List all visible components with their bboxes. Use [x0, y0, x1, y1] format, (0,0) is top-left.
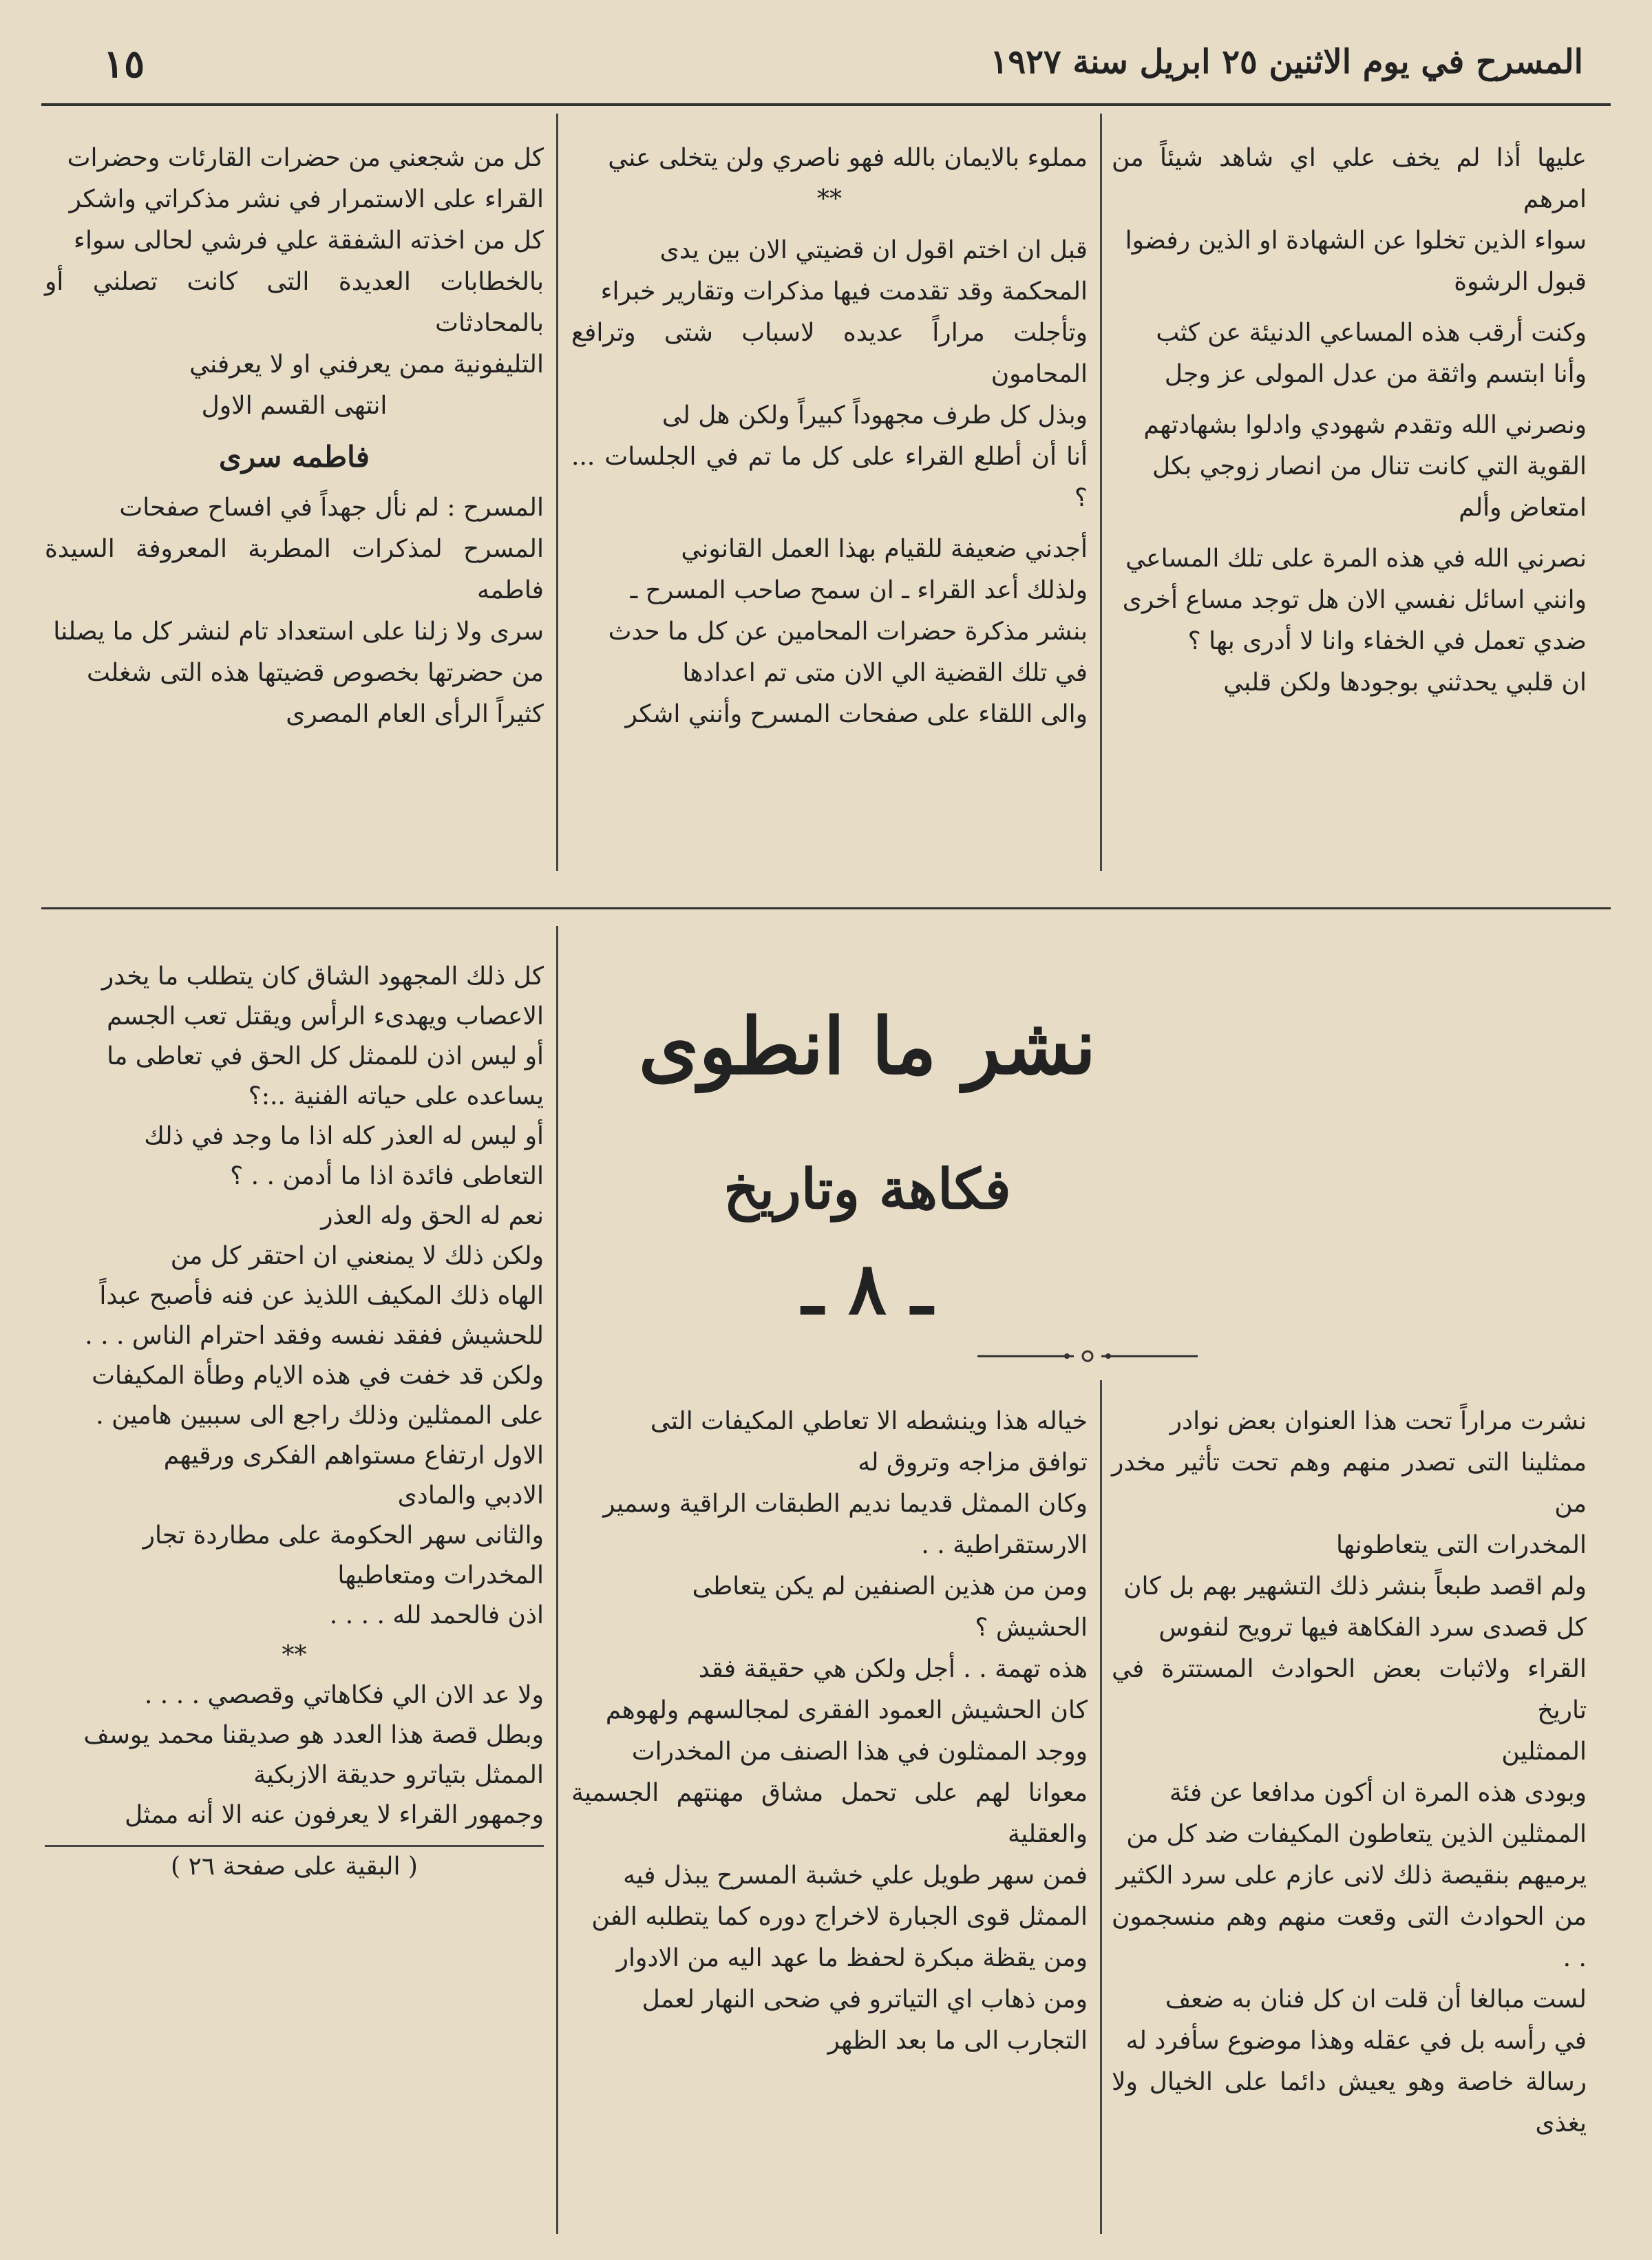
text-line: القوية التي كانت تنال من انصار زوجي بكل [1152, 452, 1587, 480]
text-line: بنشر مذكرة حضرات المحامين عن كل ما حدث [608, 617, 1088, 646]
text-line: وبطل قصة هذا العدد هو صديقنا محمد يوسف [83, 1721, 544, 1749]
text-line: ولكن قد خفت في هذه الايام وطأة المكيفات [92, 1362, 544, 1390]
text-line: الارستقراطية . . [921, 1531, 1088, 1559]
ornament-stars: *‏* [817, 185, 842, 213]
text-line: والثانى سهر الحكومة على مطاردة تجار [142, 1521, 544, 1550]
article-divider-right [1100, 1380, 1102, 2234]
text-line: الحشيش ؟ [975, 1614, 1088, 1642]
top-column-middle [571, 138, 1088, 735]
page-header [41, 34, 1611, 103]
text-line: هذه تهمة . . أجل ولكن هي حقيقة فقد [698, 1655, 1088, 1683]
text-line: الممثل قوى الجبارة لاخراج دوره كما يتطلبه الفن [591, 1903, 1088, 1931]
ornament-stars: *‏* [282, 1641, 307, 1669]
article-divider-left [556, 926, 558, 2234]
author-signature: فاطمه سرى [219, 440, 370, 474]
top-column-right [1112, 138, 1587, 704]
text-line: الادبي والمادى [397, 1481, 544, 1510]
text-line: والى اللقاء على صفحات المسرح وأنني اشكر [625, 700, 1088, 728]
text-line: بالخطابات العديدة التى كانت تصلني أو بالمحادثات [45, 268, 544, 337]
text-line: القراء ولاثبات بعض الحوادث المستترة في تاريخ [1112, 1655, 1587, 1724]
section-end-note: انتهى القسم الاول [201, 392, 388, 420]
text-line: المخدرات التى يتعاطونها [1336, 1531, 1587, 1559]
article-column-right [1112, 1401, 1587, 2144]
text-line: ووجد الممثلون في هذا الصنف من المخدرات [631, 1738, 1088, 1766]
text-line: كان الحشيش العمود الفقرى لمجالسهم ولهوهم [605, 1696, 1088, 1724]
text-line: مملوء بالايمان بالله فهو ناصري ولن يتخلى عني [608, 144, 1088, 172]
text-line: وانني اسائل نفسي الان هل توجد مساع أخرى [1122, 586, 1587, 614]
text-line: التجارب الى ما بعد الظهر [827, 2027, 1088, 2055]
text-line: ولا عد الان الي فكاهاتي وقصصي . . . . [144, 1681, 544, 1709]
text-line: الممثل بتياترو حديقة الازبكية [253, 1761, 544, 1789]
text-line: رسالة خاصة وهو يعيش دائما على الخيال ولا يغذى [1112, 2068, 1587, 2137]
text-line: الممثلين الذين يتعاطون المكيفات ضد كل من [1126, 1820, 1587, 1848]
text-line: كل من اخذته الشفقة علي فرشي لحالى سواء [74, 226, 544, 255]
text-line: قبل ان اختم اقول ان قضيتي الان بين يدى [659, 236, 1088, 264]
continued-note: ( البقية على صفحة ٢٦ ) [45, 1845, 544, 1887]
text-line: ولم اقصد طبعاً بنشر ذلك التشهير بهم بل كان [1123, 1572, 1587, 1601]
article-subtitle: فكاهة وتاريخ [723, 1157, 1011, 1221]
text-line: وجمهور القراء لا يعرفون عنه الا أنه ممثل [125, 1801, 544, 1829]
text-line: في تلك القضية الي الان متى تم اعدادها [682, 659, 1088, 687]
text-line: فمن سهر طويل علي خشبة المسرح يبذل فيه [623, 1861, 1088, 1890]
text-line: الهاه ذلك المكيف اللذيذ عن فنه فأصبح عبداً [99, 1282, 544, 1310]
text-line: ان قلبي يحدثني بوجودها ولكن قلبي [1223, 668, 1587, 697]
text-line: عليها أذا لم يخف علي اي شاهد شيئاً من امرهم [1112, 144, 1587, 213]
text-line: كل من شجعني من حضرات القارئات وحضرات [67, 144, 544, 172]
text-line: وكان الممثل قديما نديم الطبقات الراقية وسمير [603, 1490, 1088, 1518]
text-line: وبودى هذه المرة ان أكون مدافعا عن فئة [1169, 1779, 1587, 1807]
text-line: المسرح : لم نأل جهداً في افساح صفحات [119, 494, 544, 522]
text-line: المحكمة وقد تقدمت فيها مذكرات وتقارير خبراء [600, 277, 1088, 306]
text-line: ونصرني الله وتقدم شهودي وادلوا بشهادتهم [1143, 411, 1587, 439]
text-line: يرميهم بنقيصة ذلك لانى عازم على سرد الكثير [1116, 1861, 1587, 1890]
text-line: سواء الذين تخلوا عن الشهادة او الذين رفضوا [1125, 226, 1587, 255]
top-column-divider-right [1100, 114, 1102, 871]
text-line: ضدي تعمل في الخفاء وانا لا أدرى بها ؟ [1187, 627, 1587, 655]
text-line: وبذل كل طرف مجهوداً كبيراً ولكن هل لى [661, 401, 1088, 430]
text-line: كل ذلك المجهود الشاق كان يتطلب ما يخدر [101, 962, 544, 991]
top-column-divider-left [556, 114, 558, 871]
text-line: ولكن ذلك لا يمنعني ان احتقر كل من [170, 1242, 544, 1270]
top-column-left [45, 138, 544, 735]
ornament-divider [971, 1346, 1205, 1366]
header-title: المسرح في يوم الاثنين ٢٥ ابريل سنة ١٩٢٧ [990, 43, 1583, 81]
article-number: ـ ٨ ـ [802, 1246, 933, 1331]
text-line: ومن ذهاب اي التياترو في ضحى النهار لعمل [642, 1985, 1088, 2014]
text-line: معوانا لهم على تحمل مشاق مهنتهم الجسمية والعقلية [571, 1779, 1088, 1848]
text-line: وكنت أرقب هذه المساعي الدنيئة عن كثب [1156, 319, 1587, 347]
text-line: سرى ولا زلنا على استعداد تام لنشر كل ما يصلنا [53, 617, 544, 646]
text-line: أنا أن أطلع القراء على كل ما تم في الجلسات ... ؟ [571, 443, 1088, 512]
text-line: الاعصاب ويهدىء الرأس ويقتل تعب الجسم [107, 1002, 544, 1031]
text-line: كل قصدى سرد الفكاهة فيها ترويح لنفوس [1158, 1614, 1587, 1642]
text-line: القراء على الاستمرار في نشر مذكراتي واشكر [69, 185, 544, 213]
text-line: قبول الرشوة [1454, 268, 1587, 296]
text-line: يساعده على حياته الفنية ..:؟ [248, 1082, 544, 1110]
text-line: خياله هذا وينشطه الا تعاطي المكيفات التى [650, 1407, 1088, 1435]
text-line: ومن يقظة مبكرة لحفظ ما عهد اليه من الادوار [616, 1944, 1088, 1972]
text-line: المخدرات ومتعاطيها [337, 1561, 544, 1590]
text-line: من الحوادث التى وقعت منهم وهم منسجمون . . [1112, 1903, 1587, 1972]
text-line: المسرح لمذكرات المطربة المعروفة السيدة فاطمه [45, 535, 544, 604]
text-line: أو ليس اذن للممثل كل الحق في تعاطى ما [107, 1042, 544, 1070]
text-line: ممثلينا التى تصدر منهم وهم تحت تأثير مخدر من [1112, 1448, 1587, 1518]
text-line: توافق مزاجه وتروق له [858, 1448, 1088, 1477]
text-line: التعاطى فائدة اذا ما أدمن . . ؟ [230, 1162, 544, 1190]
text-line: وأنا ابتسم واثقة من عدل المولى عز وجل [1164, 360, 1587, 388]
text-line: التليفونية ممن يعرفني او لا يعرفني [189, 350, 544, 379]
text-line: لست مبالغا أن قلت ان كل فنان به ضعف [1165, 1985, 1587, 2014]
text-line: في رأسه بل في عقله وهذا موضوع سأفرد له [1125, 2027, 1587, 2055]
article-title: نشر ما انطوى [638, 1002, 1097, 1092]
text-line: امتعاض وألم [1459, 494, 1587, 522]
header-rule [41, 103, 1611, 106]
text-line: الاول ارتفاع مستواهم الفكرى ورقيهم [163, 1441, 544, 1470]
text-line: أجدني ضعيفة للقيام بهذا العمل القانوني [681, 535, 1088, 563]
text-line: ومن من هذين الصنفين لم يكن يتعاطى [692, 1572, 1088, 1601]
text-line: ولذلك أعد القراء ـ ان سمح صاحب المسرح ـ [630, 576, 1088, 604]
article-column-middle [571, 1401, 1088, 2062]
text-line: من حضرتها بخصوص قضيتها هذه التى شغلت [87, 659, 544, 687]
text-line: نشرت مراراً تحت هذا العنوان بعض نوادر [1169, 1407, 1587, 1435]
article-column-left [45, 957, 544, 1887]
text-line: نعم له الحق وله العذر [321, 1202, 544, 1230]
text-line: أو ليس له العذر كله اذا ما وجد في ذلك [144, 1122, 544, 1150]
section-rule [41, 907, 1611, 909]
text-line: على الممثلين وذلك راجع الى سببين هامين . [96, 1402, 544, 1430]
text-line: كثيراً الرأى العام المصرى [286, 700, 544, 728]
text-line: نصرني الله في هذه المرة على تلك المساعي [1125, 545, 1587, 573]
text-line: الممثلين [1501, 1738, 1587, 1766]
text-line: للحشيش ففقد نفسه وفقد احترام الناس . . . [85, 1322, 544, 1350]
text-line: اذن فالحمد لله . . . . [329, 1601, 544, 1629]
text-line: وتأجلت مراراً عديده لاسباب شتى وترافع المحامون [571, 319, 1088, 388]
page-number: ١٥ [103, 41, 145, 87]
